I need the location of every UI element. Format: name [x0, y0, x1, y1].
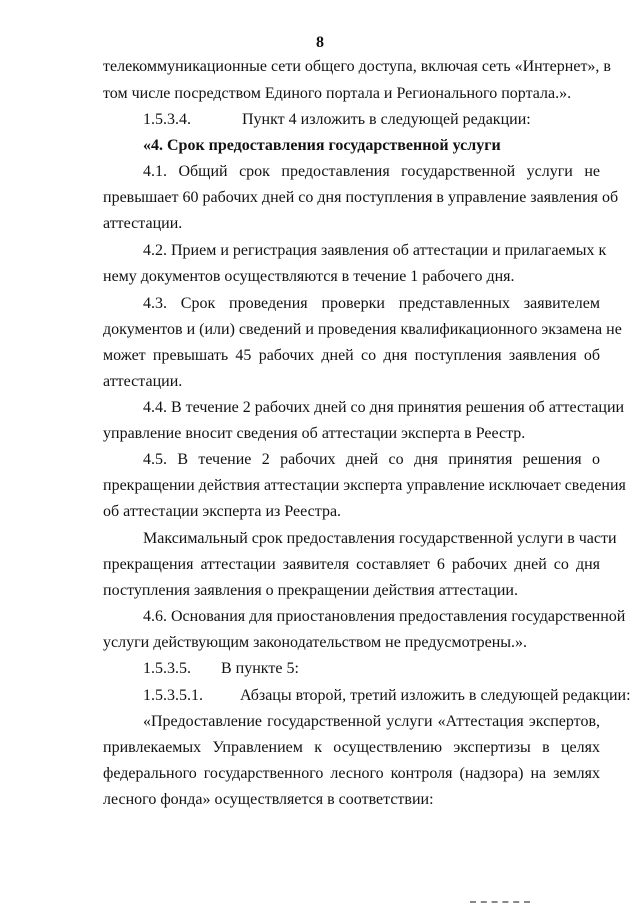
text-line: нему документов осуществляются в течение 1 рабочего дня. — [103, 268, 515, 285]
text-line: 4.4. В течение 2 рабочих дней со дня принятия решения об аттестации — [143, 399, 625, 416]
text-line: 4.3. Срок проведения проверки представленных заявителем — [143, 295, 600, 312]
text-line: превышает 60 рабочих дней со дня поступления в управление заявления об — [103, 189, 619, 206]
text-line: поступления заявления о прекращении действия аттестации. — [103, 582, 518, 599]
text-line: 4.2. Прием и регистрация заявления об аттестации и прилагаемых к — [143, 242, 607, 259]
text-line: может превышать 45 рабочих дней со дня поступления заявления об — [103, 347, 600, 364]
clause-number: 1.5.3.5.1. — [143, 687, 203, 704]
text-line: об аттестации эксперта из Реестра. — [103, 503, 342, 520]
text-line: лесного фонда» осуществляется в соответствии: — [103, 791, 434, 808]
text-line: В пункте 5: — [221, 660, 299, 677]
text-line: телекоммуникационные сети общего доступа, включая сеть «Интернет», в — [103, 58, 611, 75]
text-line: услуги действующим законодательством не предусмотрены.». — [103, 634, 527, 651]
text-line: федерального государственного лесного контроля (надзора) на землях — [103, 765, 600, 782]
text-line: привлекаемых Управлением к осуществлению экспертизы в целях — [103, 739, 600, 756]
clause-number: 1.5.3.4. — [143, 111, 191, 128]
section-heading: «4. Срок предоставления государственной услуги — [143, 137, 501, 154]
text-line: аттестации. — [103, 215, 183, 232]
text-line: прекращения аттестации заявителя составляет 6 рабочих дней со дня — [103, 556, 600, 573]
text-line: Пункт 4 изложить в следующей редакции: — [242, 111, 531, 128]
scan-artifact — [470, 901, 530, 905]
text-line: «Предоставление государственной услуги «Аттестация экспертов, — [143, 713, 600, 730]
text-line: прекращении действия аттестации эксперта управление исключает сведения — [103, 477, 626, 494]
text-line: Максимальный срок предоставления государственной услуги в части — [143, 530, 617, 547]
text-line: 4.6. Основания для приостановления предоставления государственной — [143, 608, 626, 625]
text-line: аттестации. — [103, 373, 183, 390]
text-line: том числе посредством Единого портала и Регионального портала.». — [103, 85, 572, 102]
page-number: 8 — [316, 34, 324, 51]
clause-number: 1.5.3.5. — [143, 660, 191, 677]
text-line: Абзацы второй, третий изложить в следующей редакции: — [240, 687, 631, 704]
text-line: 4.1. Общий срок предоставления государственной услуги не — [143, 163, 600, 180]
text-line: управление вносит сведения об аттестации эксперта в Реестр. — [103, 425, 526, 442]
text-line: документов и (или) сведений и проведения квалификационного экзамена не — [103, 321, 622, 338]
text-line: 4.5. В течение 2 рабочих дней со дня принятия решения о — [143, 451, 600, 468]
